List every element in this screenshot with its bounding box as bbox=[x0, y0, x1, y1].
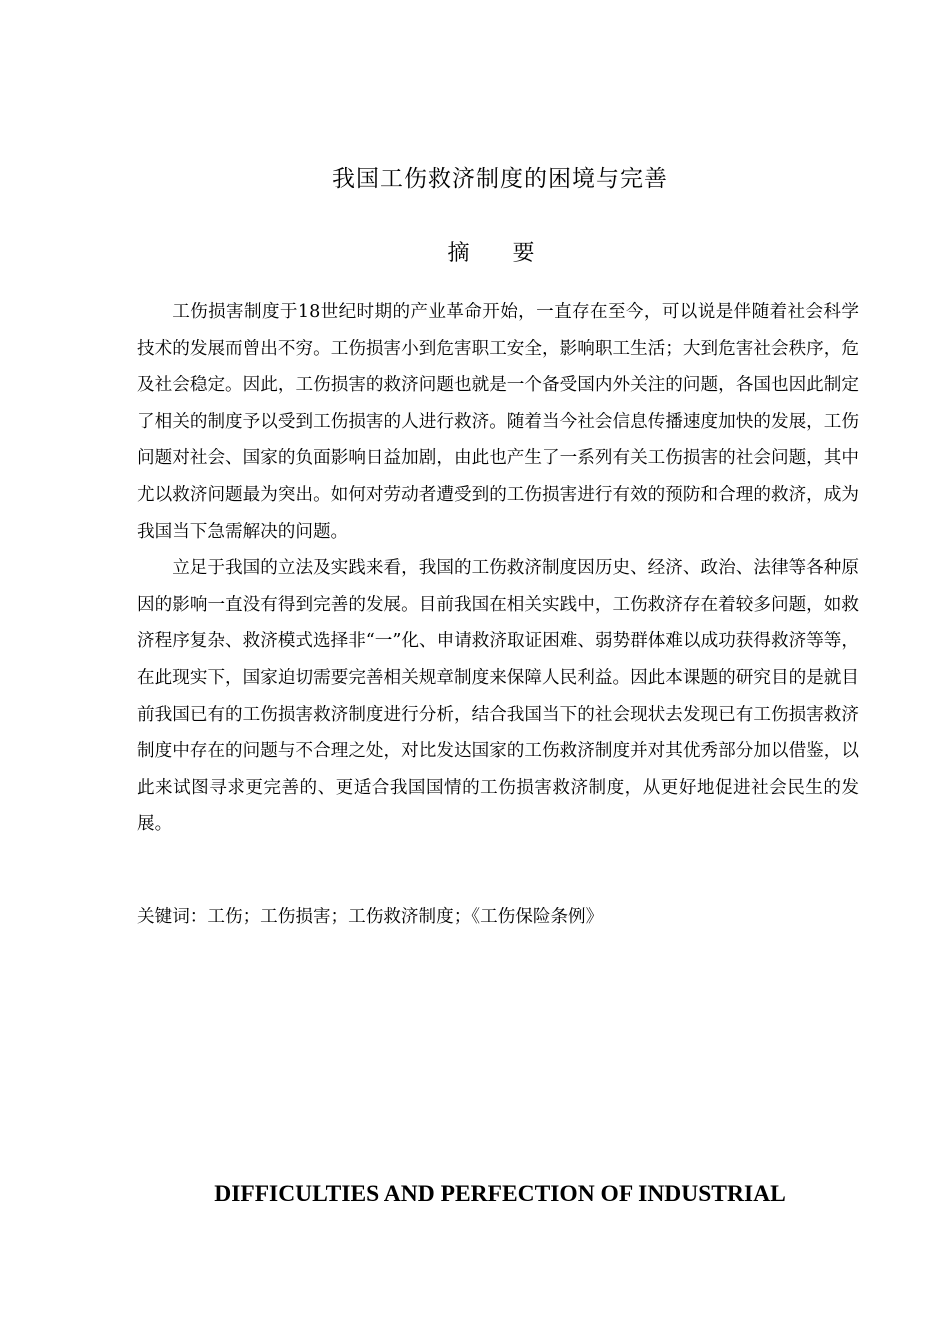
english-title: DIFFICULTIES AND PERFECTION OF INDUSTRIAL bbox=[214, 1181, 786, 1207]
document-title: 我国工伤救济制度的困境与完善 bbox=[332, 166, 668, 192]
abstract-body bbox=[137, 294, 859, 843]
keywords-line: 关键词：工伤；工伤损害；工伤救济制度；《工伤保险条例》 bbox=[137, 907, 604, 927]
abstract-heading: 摘 要 bbox=[447, 241, 553, 266]
abstract-paragraph: 工伤损害制度于18世纪时期的产业革命开始，一直存在至今，可以说是伴随着社会科学技术的发展而曾出不穷。工伤损害小到危害职工安全，影响职工生活；大到危害社会秩序，危及社会稳定。因此，工伤损害的救济问题也就是一个备受国内外关注的问题，各国也因此制定了相关的制度予以受到工伤损害的人进行救济。随着当今社会信息传播速度加快的发展，工伤问题对社会、国家的负面影响日益加剧，由此也产生了一系列有关工伤损害的社会问题，其中尤以救济问题最为突出。如何对劳动者遭受到的工伤损害进行有效的预防和合理的救济，成为我国当下急需解决的问题。 bbox=[137, 302, 859, 542]
abstract-paragraph: 立足于我国的立法及实践来看，我国的工伤救济制度因历史、经济、政治、法律等各种原因的影响一直没有得到完善的发展。目前我国在相关实践中，工伤救济存在着较多问题，如救济程序复杂、救济模式选择非“一”化、申请救济取证困难、弱势群体难以成功获得救济等等，在此现实下，国家迫切需要完善相关规章制度来保障人民利益。因此本课题的研究目的是就目前我国已有的工伤损害救济制度进行分析，结合我国当下的社会现状去发现已有工伤损害救济制度中存在的问题与不合理之处，对比发达国家的工伤救济制度并对其优秀部分加以借鉴，以此来试图寻求更完善的、更适合我国国情的工伤损害救济制度，从更好地促进社会民生的发展。 bbox=[137, 558, 859, 835]
